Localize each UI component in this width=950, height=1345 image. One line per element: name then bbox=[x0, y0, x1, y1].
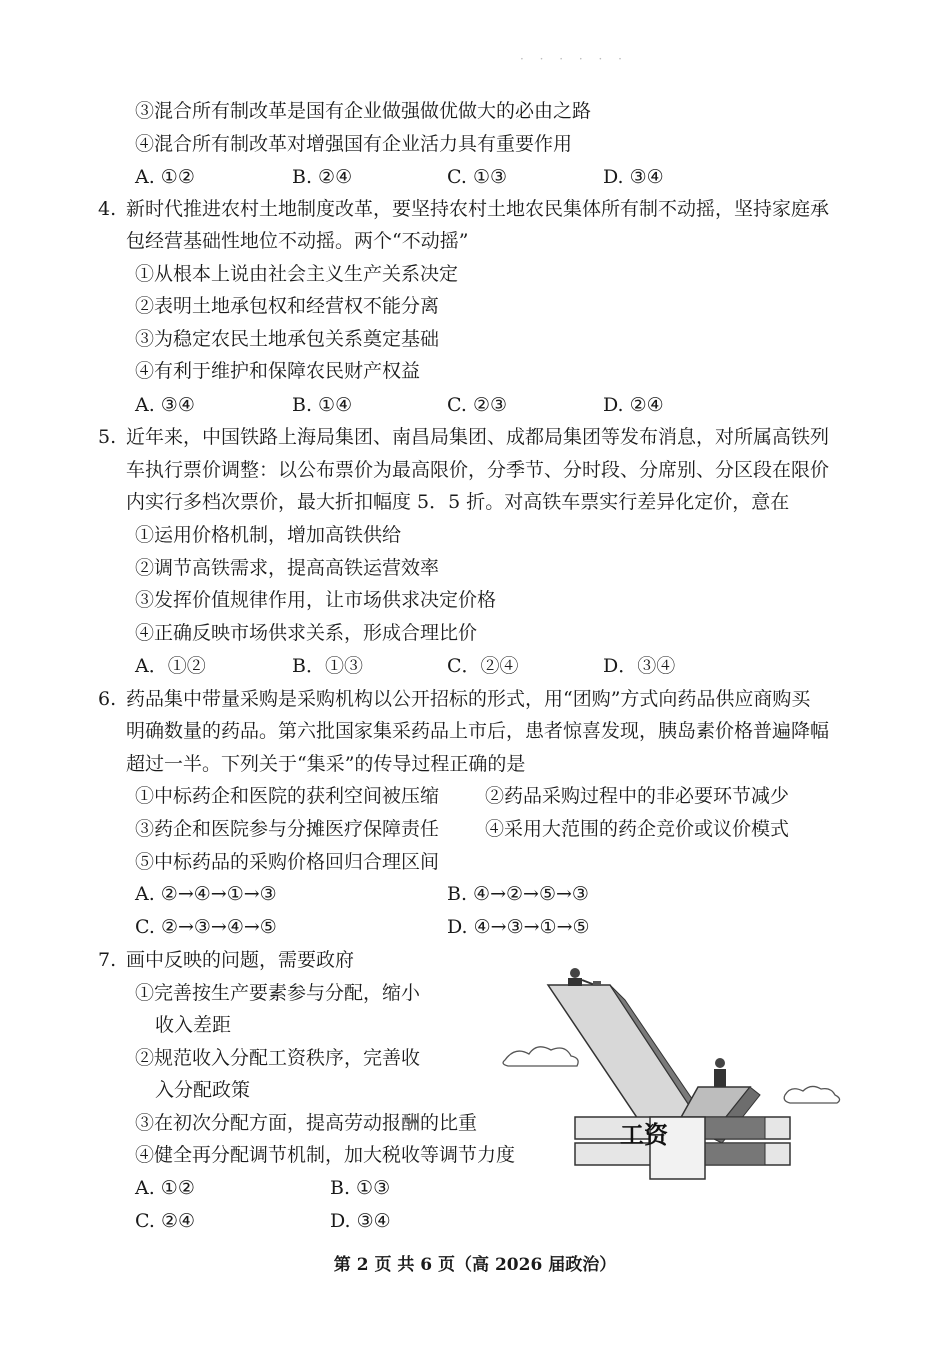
q4-stem-line: 包经营基础性地位不动摇。两个“不动摇” bbox=[126, 230, 469, 252]
q6-stem-line: 超过一半。下列关于“集采”的传导过程正确的是 bbox=[126, 753, 526, 775]
q4-statement-1: ①从根本上说由社会主义生产关系决定 bbox=[135, 263, 459, 285]
q5-stem-line: 近年来，中国铁路上海局集团、南昌局集团、成都局集团等发布消息，对所属高铁列 bbox=[126, 426, 830, 448]
q6-stem-line: 药品集中带量采购是采购机构以公开招标的形式，用“团购”方式向药品供应商购买 bbox=[126, 688, 811, 710]
q6-option-a: A. ②→④→①→③ bbox=[135, 883, 277, 905]
q6-stem-line: 明确数量的药品。第六批国家集采药品上市后，患者惊喜发现，胰岛素价格普遍降幅 bbox=[126, 720, 830, 742]
q5-statement-3: ③发挥价值规律作用，让市场供求决定价格 bbox=[135, 589, 497, 611]
q6-statement-2: ②药品采购过程中的非必要环节减少 bbox=[485, 785, 790, 807]
q3-option-d: D. ③④ bbox=[603, 166, 664, 188]
q7-statement-2-cont: 入分配政策 bbox=[155, 1079, 251, 1101]
q4-stem-line: 新时代推进农村土地制度改革，要坚持农村土地农民集体所有制不动摇，坚持家庭承 bbox=[126, 198, 830, 220]
q5-option-c: C．②④ bbox=[447, 655, 519, 677]
q7-number: 7. bbox=[98, 949, 117, 971]
q4-statement-4: ④有利于维护和保障农民财产权益 bbox=[135, 360, 421, 382]
q5-stem-line: 内实行多档次票价，最大折扣幅度 5．5 折。对高铁车票实行差异化定价，意在 bbox=[126, 491, 790, 513]
q7-statement-3: ③在初次分配方面，提高劳动报酬的比重 bbox=[135, 1112, 478, 1134]
q7-option-b: B. ①③ bbox=[330, 1177, 391, 1199]
q7-option-d: D. ③④ bbox=[330, 1210, 391, 1232]
q7-statement-1-cont: 收入差距 bbox=[155, 1014, 232, 1036]
q4-option-c: C. ②③ bbox=[447, 394, 508, 416]
cartoon-label: 工资 bbox=[620, 1121, 668, 1149]
q7-statement-2: ②规范收入分配工资秩序，完善收 bbox=[135, 1047, 421, 1069]
q6-statement-5: ⑤中标药品的采购价格回归合理区间 bbox=[135, 851, 440, 873]
q7-stem: 画中反映的问题，需要政府 bbox=[126, 949, 355, 971]
page-footer: 第 2 页 共 6 页（高 2026 届政治） bbox=[333, 1255, 617, 1275]
q4-statement-3: ③为稳定农民土地承包关系奠定基础 bbox=[135, 328, 440, 350]
q6-statement-1: ①中标药企和医院的获利空间被压缩 bbox=[135, 785, 440, 807]
q3-option-b: B. ②④ bbox=[292, 166, 353, 188]
q5-statement-1: ①运用价格机制，增加高铁供给 bbox=[135, 524, 402, 546]
q4-number: 4. bbox=[98, 198, 117, 220]
q6-option-d: D. ④→③→①→⑤ bbox=[447, 916, 590, 938]
q7-option-c: C. ②④ bbox=[135, 1210, 196, 1232]
person-top-icon bbox=[568, 968, 601, 986]
q5-statement-4: ④正确反映市场供求关系，形成合理比价 bbox=[135, 622, 478, 644]
q6-statement-4: ④采用大范围的药企竞价或议价模式 bbox=[485, 818, 790, 840]
q3-option-c: C. ①③ bbox=[447, 166, 508, 188]
q3-statement-4: ④混合所有制改革对增强国有企业活力具有重要作用 bbox=[135, 133, 573, 155]
q6-statement-3: ③药企和医院参与分摊医疗保障责任 bbox=[135, 818, 440, 840]
q5-stem-line: 车执行票价调整：以公布票价为最高限价，分季节、分时段、分席别、分区段在限价 bbox=[126, 459, 830, 481]
q6-number: 6. bbox=[98, 688, 117, 710]
q7-statement-1: ①完善按生产要素参与分配，缩小 bbox=[135, 982, 421, 1004]
q6-option-c: C. ②→③→④→⑤ bbox=[135, 916, 277, 938]
q7-statement-4: ④健全再分配调节机制，加大税收等调节力度 bbox=[135, 1144, 516, 1166]
q5-option-b: B．①③ bbox=[292, 655, 363, 677]
q4-option-b: B. ①④ bbox=[292, 394, 353, 416]
q3-statement-3: ③混合所有制改革是国有企业做强做优做大的必由之路 bbox=[135, 100, 592, 122]
yuan-salary-cartoon-icon bbox=[500, 965, 845, 1185]
q3-option-a: A. ①② bbox=[135, 166, 195, 188]
person-bottom-icon bbox=[714, 1058, 726, 1087]
header-smudge: · · · · · · bbox=[520, 52, 628, 66]
q7-option-a: A. ①② bbox=[135, 1177, 195, 1199]
q4-statement-2: ②表明土地承包权和经营权不能分离 bbox=[135, 295, 440, 317]
cloud-icon bbox=[784, 1086, 839, 1103]
q5-option-a: A．①② bbox=[135, 655, 206, 677]
q5-option-d: D．③④ bbox=[603, 655, 676, 677]
q5-number: 5. bbox=[98, 426, 117, 448]
q5-statement-2: ②调节高铁需求，提高高铁运营效率 bbox=[135, 557, 440, 579]
q4-option-d: D. ②④ bbox=[603, 394, 664, 416]
cloud-icon bbox=[503, 1047, 578, 1066]
q6-option-b: B. ④→②→⑤→③ bbox=[447, 883, 589, 905]
q4-option-a: A. ③④ bbox=[135, 394, 195, 416]
